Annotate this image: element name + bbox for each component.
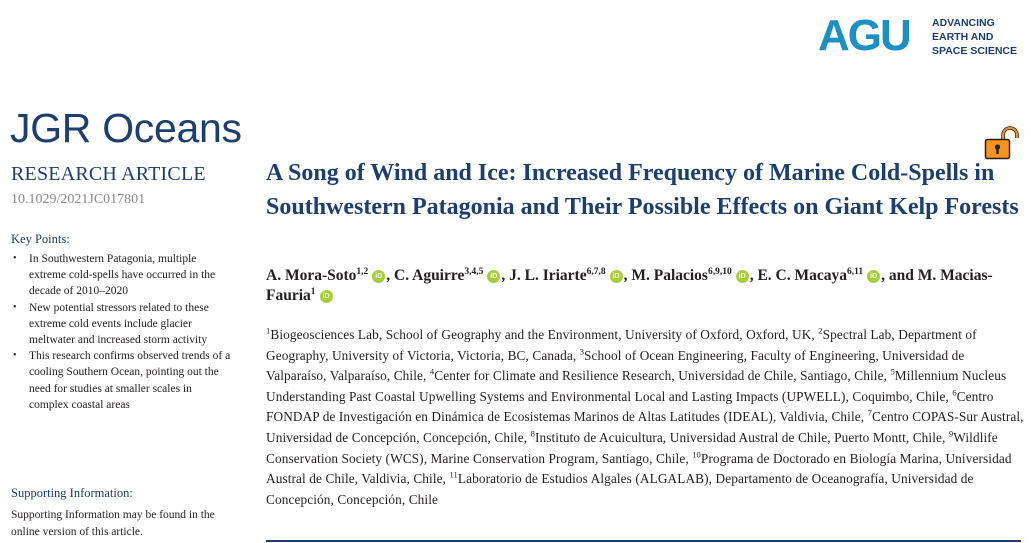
orcid-icon[interactable]: iD (372, 270, 385, 283)
key-point-item: • This research confirms observed trends of a cooling Southern Ocean, pointing out the need for studies at smaller scales in complex coastal areas (11, 348, 231, 413)
orcid-icon[interactable]: iD (487, 270, 500, 283)
affiliation-number: 2 (818, 325, 823, 336)
supporting-info-text: Supporting Information may be found in the online version of this article. (11, 509, 215, 538)
affiliation-number: 10 (692, 449, 701, 460)
doi-link[interactable]: 10.1029/2021JC017801 (11, 192, 146, 207)
author-affiliation-marker: 1,2 (356, 266, 369, 277)
key-point-item: • In Southwestern Patagonia, multiple extreme cold-spells have occurred in the decade of 2010–2020 (11, 251, 231, 300)
author-affiliation-marker: 6,7,8 (586, 266, 606, 277)
author-separator: , (623, 267, 632, 284)
agu-logo-tagline: ADVANCING EARTH AND SPACE SCIENCE (932, 17, 1017, 57)
affiliation-list (266, 325, 1026, 510)
affiliation-text: Laboratorio de Estudios Algales (ALGALAB), Departamento de Oceanografía, Universidad de Concepción, Concepción, Chile (266, 471, 974, 507)
author-affiliation-marker: 6,9,10 (707, 266, 732, 277)
journal-title: JGR Oceans (10, 105, 242, 151)
author-name[interactable]: M. Palacios (631, 267, 708, 284)
affiliation-text: Spectral Lab, Department of Geography, University of Victoria, Victoria, BC, Canada, (266, 327, 977, 363)
agu-logo-mark: AGU (818, 11, 910, 60)
affiliation-number: 6 (952, 387, 957, 398)
affiliation-text: Centro COPAS-Sur Austral, Universidad de Concepción, Concepción, Chile, (266, 409, 1024, 445)
article-type: RESEARCH ARTICLE (11, 163, 206, 185)
article-title: A Song of Wind and Ice: Increased Frequency of Marine Cold-Spells in Southwestern Patagonia and Their Possible Effects on Giant Kelp Forests (266, 160, 1019, 220)
section-divider (266, 540, 1021, 542)
author-name[interactable]: M. Macias-Fauria (266, 267, 993, 304)
affiliation-text: Wildlife Conservation Society (WCS), Marine Conservation Program, Santiago, Chile, (266, 429, 998, 466)
supporting-info-heading: Supporting Information: (11, 486, 133, 500)
affiliation-number: 7 (867, 407, 872, 418)
affiliation-number: 3 (579, 346, 585, 357)
open-access-icon (984, 126, 1020, 160)
affiliation-text: Millennium Nucleus Understanding Past Coastal Upwelling Systems and Environmental Local and Lasting Impacts (UPWELL), Coquimbo, Chile, (266, 368, 1007, 404)
author-separator: , (501, 267, 510, 284)
key-points-list (11, 251, 231, 413)
key-point-item: • New potential stressors related to these extreme cold events include glacier meltwater and increased storm activity (11, 300, 231, 349)
affiliation-number: 1 (266, 325, 271, 336)
author-affiliation-marker: 3,4,5 (464, 266, 484, 277)
orcid-icon[interactable]: iD (736, 270, 749, 283)
author-separator: , and (881, 267, 918, 284)
author-affiliation-marker: 1 (310, 286, 316, 297)
affiliation-number: 11 (449, 469, 458, 480)
orcid-icon[interactable]: iD (610, 270, 623, 283)
author-list (266, 266, 1026, 306)
affiliation-text: School of Ocean Engineering, Faculty of Engineering, Universidad de Valparaíso, Valparaíso, Chile, (266, 347, 965, 384)
author-name[interactable]: J. L. Iriarte (509, 267, 587, 284)
orcid-icon[interactable]: iD (320, 290, 333, 303)
affiliation-number: 8 (530, 428, 535, 439)
affiliation-text: Programa de Doctorado en Biología Marina, Universidad Austral de Chile, Valdivia, Chile, (266, 450, 1012, 487)
author-name[interactable]: A. Mora-Soto (266, 267, 357, 284)
author-separator: , (749, 267, 758, 284)
author-separator: , (386, 267, 395, 284)
affiliation-text: Instituto de Acuicultura, Universidad Austral de Chile, Puerto Montt, Chile, (534, 429, 949, 445)
author-name[interactable]: E. C. Macaya (757, 267, 848, 284)
agu-logo[interactable] (818, 11, 1023, 62)
affiliation-number: 4 (429, 366, 435, 377)
key-points-heading: Key Points: (11, 232, 70, 246)
affiliation-text: Center for Climate and Resilience Research, Universidad de Chile, Santiago, Chile, (434, 368, 891, 384)
affiliation-number: 9 (948, 428, 954, 439)
affiliation-number: 5 (890, 366, 895, 377)
orcid-icon[interactable]: iD (867, 270, 880, 283)
affiliation-text: Biogeosciences Lab, School of Geography and the Environment, University of Oxford, Oxford, UK, (270, 327, 819, 342)
affiliation-text: Centro FONDAP de Investigación en Dinámica de Ecosistemas Marinos de Altas Latitudes (IDEAL), Valdivia, Chile, (266, 388, 994, 425)
author-name[interactable]: C. Aguirre (394, 267, 465, 284)
author-affiliation-marker: 6,11 (847, 266, 864, 277)
